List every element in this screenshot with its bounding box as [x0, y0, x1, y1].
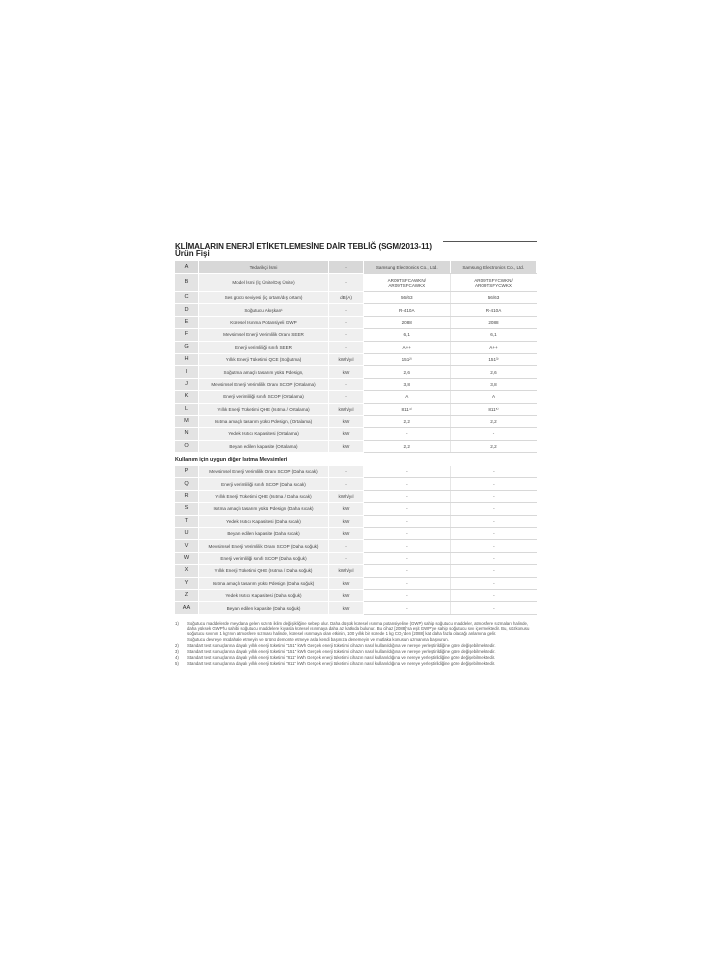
row-description: Beyan edilen kapasite (Ortalama): [199, 440, 329, 452]
row-letter: C: [175, 292, 199, 304]
row-value-1: 811⁴⁾: [364, 403, 451, 415]
row-letter: R: [175, 490, 199, 502]
row-unit: -: [329, 274, 364, 292]
column-1-header: Samsung Electronics Co., Ltd.: [364, 261, 451, 274]
row-description: Yedek Isıtıcı Kapasitesi (Daha soğuk): [199, 589, 329, 601]
row-value-1: 2,2: [364, 440, 451, 452]
row-unit: -: [329, 341, 364, 353]
row-value-1: -: [364, 552, 451, 564]
row-value-2: -: [450, 466, 537, 478]
row-description: Enerji verimliliği sınıfı SCOP (Ortalama): [199, 391, 329, 403]
column-2-header: Samsung Electronics Co., Ltd.: [450, 261, 537, 274]
row-description: Mevsimsel Enerji Verimlilik Oranı SEER: [199, 329, 329, 341]
row-unit: -: [329, 391, 364, 403]
row-value-1: -: [364, 565, 451, 577]
row-unit: -: [329, 478, 364, 490]
footnote: [175, 649, 537, 654]
row-letter: D: [175, 304, 199, 316]
footnote: [175, 637, 537, 642]
row-value-1: -: [364, 503, 451, 515]
other-seasons-table: [175, 466, 537, 615]
row-value-2: 811⁵⁾: [450, 403, 537, 415]
row-value-2: -: [450, 490, 537, 502]
table-row: [175, 503, 537, 515]
table-row: [175, 353, 537, 365]
row-value-1: 2088: [364, 316, 451, 328]
row-unit: kW: [329, 440, 364, 452]
row-value-2: -: [450, 602, 537, 614]
row-letter: I: [175, 366, 199, 378]
table-row: [175, 415, 537, 427]
table-row: [175, 329, 537, 341]
row-letter: J: [175, 378, 199, 390]
footnote-number: 5): [175, 661, 179, 667]
row-description: Isıtma amaçlı tasarım yükü Pdesign, (Ortalama): [199, 415, 329, 427]
footnote-text: Standart test sonuçlarına dayalı yıllık enerji tüketimi "151" kWh Gerçek enerji tüketimi cihazın nasıl kullanıldığına ve nereye yerleştirildiğine göre değişebilmektedir.: [187, 643, 496, 649]
table-row: [175, 440, 537, 452]
table-row: [175, 274, 537, 292]
row-letter: B: [175, 274, 199, 292]
table-row: [175, 292, 537, 304]
row-letter: T: [175, 515, 199, 527]
row-description: Mevsimsel Enerji Verimlilik Oranı SCOP (Daha sıcak): [199, 466, 329, 478]
row-value-2: 151³⁾: [450, 353, 537, 365]
document-title: KLİMALARIN ENERJİ ETİKETLEMESİNE DAİR TEBLİĞ (SGM/2013-11): [175, 242, 432, 251]
row-value-2: 3,8: [450, 378, 537, 390]
footnote-number: 2): [175, 643, 179, 649]
table-row: [175, 540, 537, 552]
row-value-2: -: [450, 428, 537, 440]
row-unit: kW: [329, 515, 364, 527]
table-row: [175, 466, 537, 478]
row-letter: H: [175, 353, 199, 365]
row-letter: S: [175, 503, 199, 515]
row-unit: dB(A): [329, 292, 364, 304]
row-value-1: -: [364, 515, 451, 527]
table-row: [175, 341, 537, 353]
footnote-text: Soğutucu maddelerde meydana gelen sızıntı iklim değişikliğine sebep olur. Daha düşük küresel ısınma potansiyeline (GWP) sahip soğutucu maddeler, atmosfere sızmaları halinde, daha yüksek GWP'lu sahibi soğutucu maddelere kıyasla küresel ısınmaya daha az katkıda bulunur. Bu cihaz [2088]'sa eşit GWP'ye sahip soğutucu sıvı içermektedir. Bu, sözkonusu soğutucu sıvının 1 kg'ının atmosfere sızması halinde, küresel ısınmaya olan etkinin, 100 yıllık bir sürede 1 kg CO₂'den [2088] kat daha fazla olacağı anlamına gelir.: [187, 620, 530, 636]
row-unit: kWh/yıl: [329, 490, 364, 502]
row-value-1: -: [364, 490, 451, 502]
table-row: [175, 428, 537, 440]
row-unit: -: [329, 552, 364, 564]
title-row: [175, 236, 537, 251]
row-unit: -: [329, 378, 364, 390]
footnote: [175, 655, 537, 660]
row-value-1: -: [364, 528, 451, 540]
document-subtitle: Ürün Fişi: [175, 249, 210, 258]
footnote-text: Standart test sonuçlarına dayalı yıllık enerji tüketimi "811" kWh Gerçek enerji tüketimi cihazın nasıl kullanıldığına ve nereye yerleştirildiğine göre değişebilmektedir.: [187, 661, 496, 667]
row-value-2: -: [450, 577, 537, 589]
row-letter: V: [175, 540, 199, 552]
row-description: Isıtma amaçlı tasarım yükü Pdesign (Daha sıcak): [199, 503, 329, 515]
footnote-text: Soğutucu devreye müdahale etmeyin ve ürünü demonte etmeye asla kendi başınıza denemeyin ve mutlaka konusun uzmanına başvurun.: [187, 637, 449, 643]
row-letter: U: [175, 528, 199, 540]
row-description: Soğutma amaçlı tasarım yükü Pdesign,: [199, 366, 329, 378]
footnote: [175, 621, 537, 636]
table-row: [175, 602, 537, 614]
row-unit: kWh/yıl: [329, 353, 364, 365]
table-row: [175, 403, 537, 415]
row-description: Tedarikçi İsmi: [199, 261, 329, 274]
row-letter: F: [175, 329, 199, 341]
row-description: Ses gücü seviyesi (iç ortam/dış ortam): [199, 292, 329, 304]
row-description: Yedek Isıtıcı Kapasitesi (Ortalama): [199, 428, 329, 440]
row-value-1: -: [364, 589, 451, 601]
row-unit: -: [329, 540, 364, 552]
row-description: Yıllık Enerji Tüketimi QHE (Isıtma / Ortalama): [199, 403, 329, 415]
row-value-2: 2,6: [450, 366, 537, 378]
row-letter: E: [175, 316, 199, 328]
row-unit: kW: [329, 415, 364, 427]
row-unit: kWh/yıl: [329, 403, 364, 415]
row-description: Beyan edilen kapasite (Daha soğuk): [199, 602, 329, 614]
row-description: Küresel Isınma Potansiyeli GWP: [199, 316, 329, 328]
table-row: [175, 565, 537, 577]
section-title-other-seasons: Kullanım için uygun diğer Isıtma Mevsimleri: [175, 457, 288, 464]
table-row: [175, 589, 537, 601]
row-value-2: 56/63: [450, 292, 537, 304]
row-unit: -: [329, 304, 364, 316]
row-value-1: -: [364, 540, 451, 552]
footnote: [175, 643, 537, 648]
row-value-2: -: [450, 589, 537, 601]
title-rule: [443, 241, 537, 242]
footnotes: [175, 621, 537, 667]
row-value-1: A: [364, 391, 451, 403]
row-value-2: -: [450, 565, 537, 577]
row-unit: -: [329, 261, 364, 274]
footnote-text: Standart test sonuçlarına dayalı yıllık enerji tüketimi "151" kWh Gerçek enerji tüketimi cihazın nasıl kullanıldığına ve nereye yerleştirildiğine göre değişebilmektedir.: [187, 649, 496, 655]
row-value-1: 2,6: [364, 366, 451, 378]
product-sheet: [175, 236, 537, 668]
row-value-1: -: [364, 602, 451, 614]
table-row: [175, 515, 537, 527]
table-row: [175, 490, 537, 502]
row-description: Enerji verimliliği sınıfı SCOP (Daha sıcak): [199, 478, 329, 490]
row-unit: kWh/yıl: [329, 565, 364, 577]
footnote: [175, 661, 537, 666]
row-value-2: A: [450, 391, 537, 403]
row-description: Beyan edilen kapasite (Daha sıcak): [199, 528, 329, 540]
table-row: [175, 391, 537, 403]
table-row: [175, 316, 537, 328]
row-value-2: A++: [450, 341, 537, 353]
row-value-1: -: [364, 428, 451, 440]
row-description: Mevsimsel Enerji Verimlilik Oranı SCOP (Ortalama): [199, 378, 329, 390]
row-value-2: 6,1: [450, 329, 537, 341]
row-value-1: A++: [364, 341, 451, 353]
row-description: Yedek Isıtıcı Kapasitesi (Daha sıcak): [199, 515, 329, 527]
row-value-2: -: [450, 478, 537, 490]
row-unit: kW: [329, 528, 364, 540]
row-value-1: 151²⁾: [364, 353, 451, 365]
table-header-row: [175, 261, 537, 274]
footnote-number: 4): [175, 655, 179, 661]
row-description: Isıtma amaçlı tasarım yükü Pdesign (Daha soğuk): [199, 577, 329, 589]
table-row: [175, 378, 537, 390]
row-value-2: R-410A: [450, 304, 537, 316]
row-unit: kW: [329, 428, 364, 440]
row-value-2: -: [450, 503, 537, 515]
row-value-2: -: [450, 540, 537, 552]
main-spec-table: [175, 261, 537, 453]
row-letter: Z: [175, 589, 199, 601]
row-description: Yıllık Enerji Tüketimi QHE (Isıtma / Daha soğuk): [199, 565, 329, 577]
footnote-number: 3): [175, 649, 179, 655]
table-row: [175, 304, 537, 316]
row-letter: L: [175, 403, 199, 415]
row-description: Enerji verimliliği sınıfı SCOP (Daha soğuk): [199, 552, 329, 564]
row-letter: O: [175, 440, 199, 452]
row-description: Mevsimsel Enerji Verimlilik Oranı SCOP (Daha soğuk): [199, 540, 329, 552]
row-value-2: -: [450, 552, 537, 564]
row-value-2: AR09TSFYCWKN/ AR09TSFYCWKX: [450, 274, 537, 292]
row-unit: -: [329, 316, 364, 328]
row-unit: -: [329, 466, 364, 478]
table-row: [175, 478, 537, 490]
table-row: [175, 577, 537, 589]
row-unit: kW: [329, 577, 364, 589]
footnote-text: Standart test sonuçlarına dayalı yıllık enerji tüketimi "811" kWh Gerçek enerji tüketimi cihazın nasıl kullanıldığına ve nereye yerleştirildiğine göre değişebilmektedir.: [187, 655, 496, 661]
row-value-1: 2,2: [364, 415, 451, 427]
row-value-2: -: [450, 515, 537, 527]
row-value-1: 56/63: [364, 292, 451, 304]
row-value-1: 6,1: [364, 329, 451, 341]
row-letter: Y: [175, 577, 199, 589]
row-value-1: -: [364, 466, 451, 478]
row-letter: A: [175, 261, 199, 274]
row-letter: W: [175, 552, 199, 564]
table-row: [175, 552, 537, 564]
row-value-1: -: [364, 577, 451, 589]
row-letter: G: [175, 341, 199, 353]
row-letter: X: [175, 565, 199, 577]
row-unit: kW: [329, 589, 364, 601]
row-unit: kW: [329, 602, 364, 614]
row-value-1: -: [364, 478, 451, 490]
row-description: Enerji verimliliği sınıfı SEER: [199, 341, 329, 353]
row-description: Yıllık Enerji Tüketimi QCE (Soğutma): [199, 353, 329, 365]
row-unit: kW: [329, 503, 364, 515]
row-value-1: R-410A: [364, 304, 451, 316]
row-description: Yıllık Enerji Tüketimi QHE (Isıtma / Daha sıcak): [199, 490, 329, 502]
row-letter: AA: [175, 602, 199, 614]
row-unit: kW: [329, 366, 364, 378]
row-description: Soğutucu Akışkan¹: [199, 304, 329, 316]
row-value-2: 2,2: [450, 415, 537, 427]
table-row: [175, 528, 537, 540]
row-letter: K: [175, 391, 199, 403]
row-letter: Q: [175, 478, 199, 490]
row-value-2: -: [450, 528, 537, 540]
row-letter: N: [175, 428, 199, 440]
row-value-1: 3,8: [364, 378, 451, 390]
row-unit: -: [329, 329, 364, 341]
row-description: Model İsmi (İç Ünite/Dış Ünite): [199, 274, 329, 292]
row-letter: P: [175, 466, 199, 478]
footnote-number: 1): [175, 620, 179, 626]
row-value-1: AR09TSFCAWKN/ AR09TSFCAWKX: [364, 274, 451, 292]
row-letter: M: [175, 415, 199, 427]
table-row: [175, 366, 537, 378]
row-value-2: 2088: [450, 316, 537, 328]
row-value-2: 2,2: [450, 440, 537, 452]
